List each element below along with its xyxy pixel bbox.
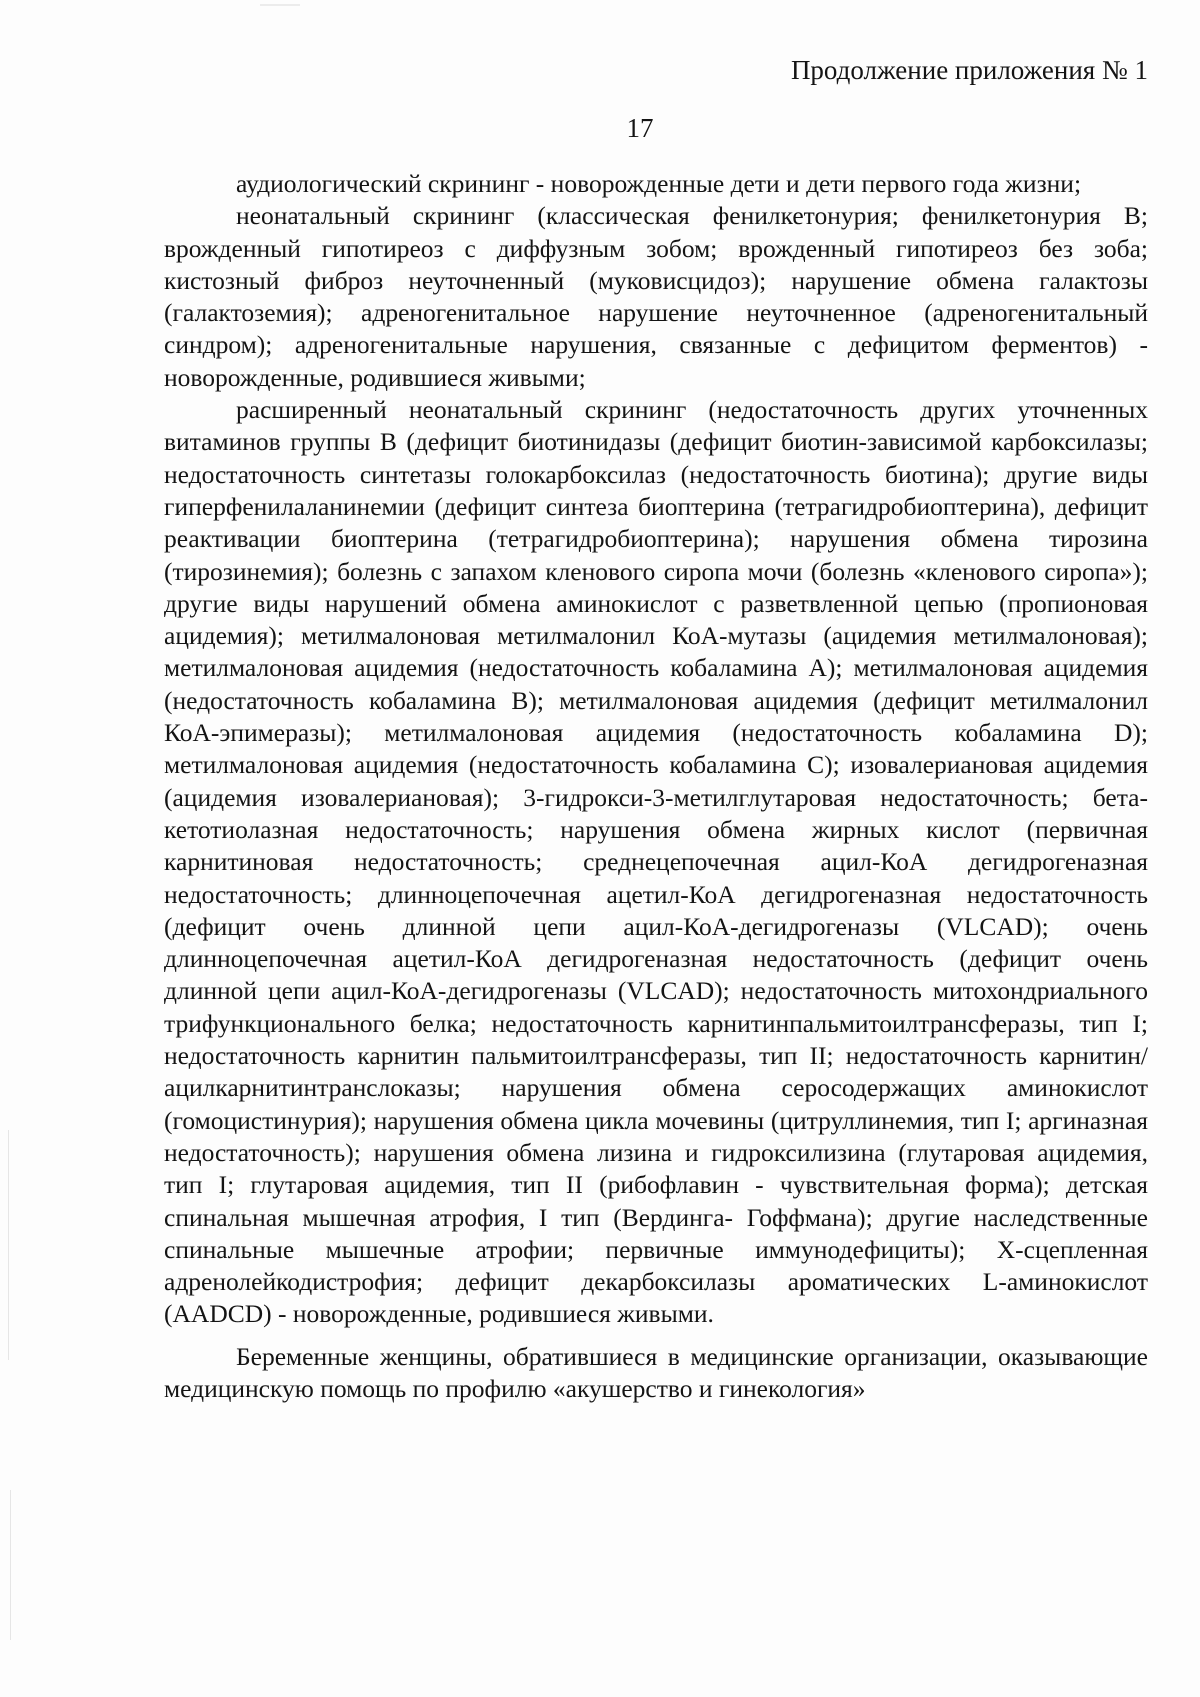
document-body xyxy=(164,168,1148,1405)
paragraph-neonatal-screening: неонатальный скрининг (классическая фенилкетонурия; фенилкетонурия В; врожденный гипотиреоз с диффузным зобом; врожденный гипотиреоз без зоба; кистозный фиброз неуточненный (муковисцидоз); нарушение обмена галактозы (галактоземия); адреногенитальное нарушение неуточненное (адреногенитальный синдром); адреногенитальные нарушения, связанные с дефицитом ферментов) - новорожденные, родившиеся живыми; xyxy=(164,201,1148,392)
appendix-continuation-note: Продолжение приложения № 1 xyxy=(790,55,1148,85)
paragraph-extended-neonatal-screening: расширенный неонатальный скрининг (недостаточность других уточненных витаминов группы В (дефицит биотинидазы (дефицит биотин-зависимой карбоксилазы; недостаточность синтетазы голокарбоксилаз (недостаточность биотина); другие виды гиперфенилаланинемии (дефицит синтеза биоптерина (тетрагидробиоптерина), дефицит реактивации биоптерина (тетрагидробиоптерина); нарушения обмена тирозина (тирозинемия); болезнь с запахом кленового сиропа мочи (болезнь «кленового сиропа»); другие виды нарушений обмена аминокислот с разветвленной цепью (пропионовая ацидемия); метилмалоновая метилмалонил КоА-мутазы (ацидемия метилмалоновая); метилмалоновая ацидемия (недостаточность кобаламина А); метилмалоновая ацидемия (недостаточность кобаламина В); метилмалоновая ацидемия (дефицит метилмалонил КоА-эпимеразы); метилмалоновая ацидемия (недостаточность кобаламина D); метилмалоновая ацидемия (недостаточность кобаламина С); изовалериановая ацидемия (ацидемия изовалериановая); 3-гидрокси-3-метилглутаровая недостаточность; бета-кетотиолазная недостаточность; нарушения обмена жирных кислот (первичная карнитиновая недостаточность; среднецепочечная ацил-КоА дегидрогеназная недостаточность; длинноцепочечная ацетил-КоА дегидрогеназная недостаточность (дефицит очень длинной цепи ацил-КоА-дегидрогеназы (VLCAD); очень длинноцепочечная ацетил-КоА дегидрогеназная недостаточность (дефицит очень длинной цепи ацил-КоА-дегидрогеназы (VLCAD); недостаточность митохондриального трифункционального белка; недостаточность карнитинпальмитоилтрансферазы, тип I; недостаточность карнитин пальмитоилтрансферазы, тип II; недостаточность карнитин/ацилкарнитинтранслоказы; нарушения обмена серосодержащих аминокислот (гомоцистинурия); нарушения обмена цикла мочевины (цитруллинемия, тип I; аргиназная недостаточность); нарушения обмена лизина и гидроксилизина (глутаровая ацидемия, тип I; глутаровая ацидемия, тип II (рибофлавин - чувствительная форма); детская спинальная мышечная атрофия, I тип (Вердинга- Гоффмана); другие наследственные спинальные мышечные атрофии; первичные иммунодефициты); Х-сцепленная адренолейкодистрофия; дефицит декарбоксилазы ароматических L-аминокислот (AADCD) - новорожденные, родившиеся живыми. xyxy=(164,395,1148,1329)
scan-edge-mark xyxy=(8,1130,9,1360)
scan-edge-mark xyxy=(10,1490,11,1640)
paragraph-pregnant-women: Беременные женщины, обратившиеся в медицинские организации, оказывающие медицинскую помощь по профилю «акушерство и гинекология» xyxy=(164,1341,1148,1403)
scan-speck xyxy=(260,4,300,6)
paragraph-audiological-screening: аудиологический скрининг - новорожденные дети и дети первого года жизни; xyxy=(236,169,1082,198)
page-number: 17 xyxy=(626,113,654,143)
